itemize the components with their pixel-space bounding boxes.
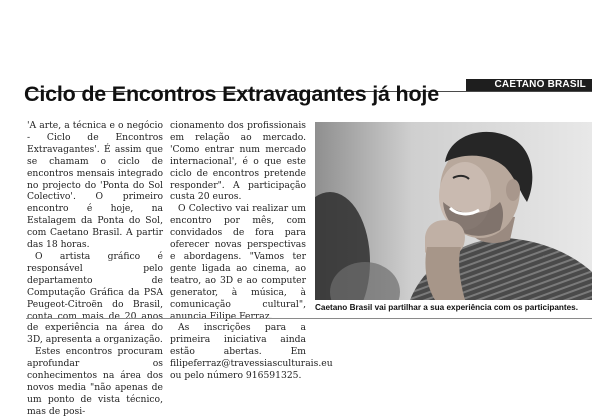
section-tag: CAETANO BRASIL	[466, 79, 592, 91]
photo-caption: Caetano Brasil vai partilhar a sua experiência com os participantes.	[315, 303, 579, 312]
paragraph: O artista gráfico é responsável pelo departamento de Computação Gráfica da PSA Peugeot-Citroën do Brasil, conta com mais de 20 anos de experiência na área do 3D, apresenta a organização.	[27, 250, 163, 346]
bottom-rule	[26, 318, 592, 319]
article-photo	[315, 122, 592, 300]
portrait-illustration	[315, 122, 592, 300]
paragraph: 'A arte, a técnica e o negócio - Ciclo de Encontros Extravagantes'. É assim que se chamam o ciclo de encontros mensais integrado no projecto do 'Ponta do Sol Colectivo'. O primeiro encontro é hoje, na Estalagem da Ponta do Sol, com Caetano Brasil. A partir das 18 horas.	[27, 120, 163, 251]
paragraph: Estes encontros procuram aprofundar os conhecimentos na área dos novos media "não apenas de um ponto de vista técnico, mas de posi-	[27, 346, 163, 417]
paragraph: cionamento dos profissionais em relação ao mercado. 'Como entrar num mercado internacional', é o que este ciclo de encontros pretende responder". A participação custa 20 euros.	[170, 120, 306, 203]
article-column-2	[170, 120, 333, 382]
article-headline: Ciclo de Encontros Extravagantes já hoje	[24, 82, 439, 106]
paragraph: As inscrições para a primeira iniciativa ainda estão abertas. Em filipeferraz@travessiasculturais.eu ou pelo número 916591325.	[170, 322, 333, 382]
article-column-1	[27, 120, 163, 418]
paragraph: O Colectivo vai realizar um encontro por mês, com convidados de fora para oferecer novas perspectivas e abordagens. "Vamos ter gente ligada ao cinema, ao teatro, ao 3D e ao computer generator, à música, à comunicação cultural", anuncia Filipe Ferraz.	[170, 203, 306, 322]
